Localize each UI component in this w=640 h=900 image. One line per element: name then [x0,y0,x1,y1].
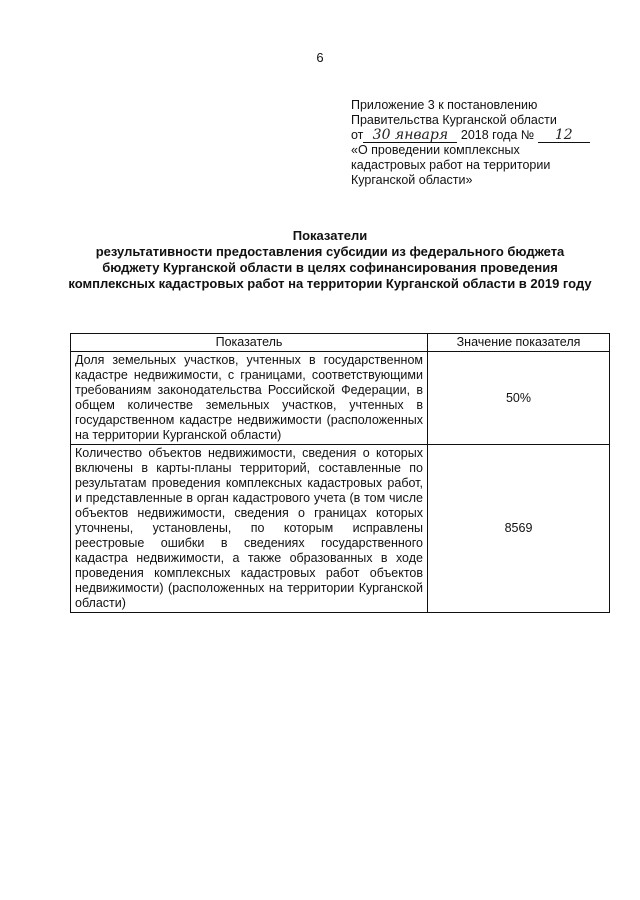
table-row [71,445,610,613]
appendix-date-line [351,128,611,143]
date-prefix: от [351,128,364,142]
indicator-cell: Количество объектов недвижимости, сведения о которых включены в карты-планы территорий, составленные по результатам проведения комплексных кадастровых работ, и представленные в орган кадастрового учета (в том числе объектов недвижимости, сведения о границах которых уточнены, установлены, по которым исправлены реестровые ошибки в сведениях государственного кадастра недвижимости, а также образованных в ходе проведения комплексных кадастровых работ объектов недвижимости) (расположенных на территории Курганской области) [71,445,428,613]
indicators-table [70,333,610,613]
value-cell: 50% [428,352,610,445]
number-field [538,129,590,143]
handwritten-date: 30 января [372,127,449,143]
header-value: Значение показателя [428,334,610,352]
indicator-cell: Доля земельных участков, учтенных в государственном кадастре недвижимости, с границами, соответствующими требованиям законодательства Российской Федерации, в общем количестве земельных участков, учтенных в государственном кадастре недвижимости (расположенных на территории Курганской области) [71,352,428,445]
page-number: 6 [316,50,324,65]
heading-title: Показатели [292,228,368,243]
handwritten-number: 12 [554,127,573,143]
table-row [71,352,610,445]
appendix-line-6: Курганской области» [351,173,473,187]
date-field [363,129,457,143]
header-indicator: Показатель [71,334,428,352]
table-header-row [71,334,610,352]
appendix-line-2: Правительства Курганской области [351,113,557,127]
appendix-line-1: Приложение 3 к постановлению [351,98,538,112]
appendix-line-5: кадастровых работ на территории [351,158,551,172]
document-heading [40,228,620,292]
value-cell: 8569 [428,445,610,613]
heading-line-3: бюджету Курганской области в целях софинансирования проведения [102,260,558,275]
year-text: 2018 года № [460,128,535,142]
appendix-line-4: «О проведении комплексных [351,143,520,157]
heading-line-2: результативности предоставления субсидии из федерального бюджета [95,244,565,259]
appendix-block [351,98,611,188]
heading-line-4: комплексных кадастровых работ на территории Курганской области в 2019 году [68,276,592,291]
